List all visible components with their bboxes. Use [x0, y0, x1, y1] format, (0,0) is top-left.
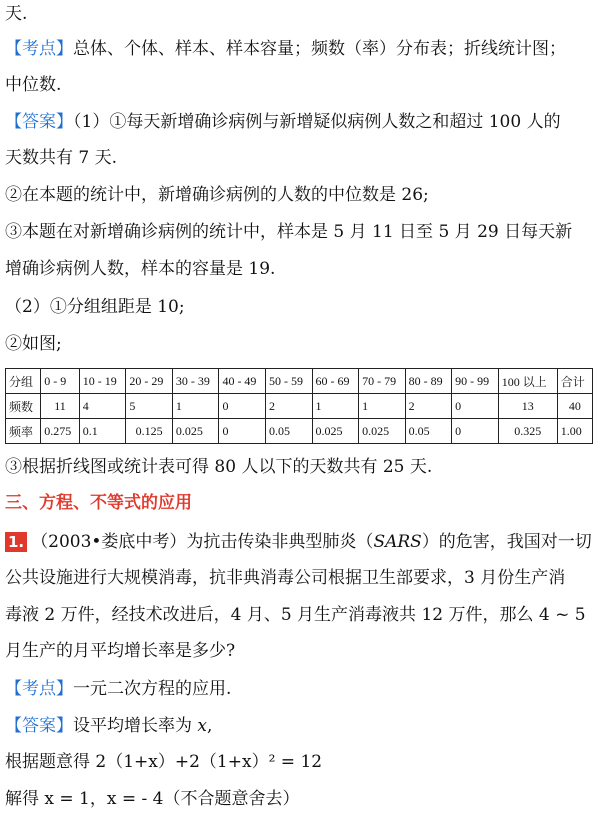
table-cell: 0.325 [498, 419, 557, 444]
text-line: 公共设施进行大规模消毒，抗非典消毒公司根据卫生部要求，3 月份生产消 [5, 568, 566, 588]
solution-line: 解得 x = 1，x = - 4（不合题意舍去） [5, 789, 300, 809]
text-line: 月生产的月平均增长率是多少? [5, 641, 236, 661]
table-cell: 0 [219, 394, 266, 419]
text-line: 天数共有 7 天. [5, 148, 118, 168]
table-cell: 0.125 [126, 419, 173, 444]
kaodian-line: 【考点】总体、个体、样本、样本容量；频数（率）分布表；折线统计图； [5, 39, 566, 59]
table-row [6, 419, 593, 444]
table-cell: 30 - 39 [172, 369, 219, 394]
table-cell: 0 - 9 [41, 369, 80, 394]
equation-line: 根据题意得 2（1+x）+2（1+x）² = 12 [5, 752, 323, 772]
text-line: 增确诊病例人数，样本的容量是 19. [5, 259, 276, 279]
table-cell: 0.025 [312, 419, 359, 444]
answer-tag: 【答案】 [5, 716, 73, 736]
table-cell: 0.1 [79, 419, 126, 444]
text-line: ②如图; [5, 334, 62, 354]
table-cell: 合计 [557, 369, 592, 394]
kaodian-tag: 【考点】 [5, 39, 73, 59]
problem-line: 1. （2003•娄底中考）为抗击传染非典型肺炎（SARS）的危害，我国对一切 [5, 530, 594, 554]
table-cell: 分组 [6, 369, 41, 394]
table-cell: 0.05 [265, 419, 312, 444]
table-cell: 2 [405, 394, 452, 419]
text-line: 天. [5, 4, 28, 24]
table-row [6, 394, 593, 419]
table-cell: 0.275 [41, 419, 80, 444]
table-cell: 1.00 [557, 419, 592, 444]
table-cell: 1 [172, 394, 219, 419]
text-line: ③根据折线图或统计表可得 80 人以下的天数共有 25 天. [5, 457, 433, 477]
kaodian-tag: 【考点】 [5, 679, 73, 699]
table-cell: 频数 [6, 394, 41, 419]
table-row [6, 369, 593, 394]
table-cell: 0.05 [405, 419, 452, 444]
table-cell: 0 [219, 419, 266, 444]
table-cell: 80 - 89 [405, 369, 452, 394]
table-cell: 4 [79, 394, 126, 419]
table-cell: 1 [312, 394, 359, 419]
text-line: ②在本题的统计中，新增确诊病例的人数的中位数是 26; [5, 185, 429, 205]
table-cell: 50 - 59 [265, 369, 312, 394]
table-cell: 0.025 [172, 419, 219, 444]
table-cell: 5 [126, 394, 173, 419]
table-cell: 0 [452, 394, 499, 419]
table-cell: 20 - 29 [126, 369, 173, 394]
kaodian-line: 【考点】一元二次方程的应用. [5, 679, 232, 699]
section-heading: 三、方程、不等式的应用 [5, 493, 192, 513]
answer-line: 【答案】（1）①每天新增确诊病例与新增疑似病例人数之和超过 100 人的 [5, 112, 561, 132]
table-cell: 1 [359, 394, 406, 419]
table-cell: 60 - 69 [312, 369, 359, 394]
frequency-table [5, 368, 593, 444]
table-cell: 90 - 99 [452, 369, 499, 394]
table-cell: 40 [557, 394, 592, 419]
table-cell: 2 [265, 394, 312, 419]
table-cell: 70 - 79 [359, 369, 406, 394]
table-cell: 13 [498, 394, 557, 419]
problem-number-badge: 1. [5, 532, 27, 552]
table-cell: 11 [41, 394, 80, 419]
text-line: 毒液 2 万件，经技术改进后，4 月、5 月生产消毒液共 12 万件，那么 4 ~ 5 [5, 605, 586, 625]
table-cell: 频率 [6, 419, 41, 444]
text-line: ③本题在对新增确诊病例的统计中，样本是 5 月 11 日至 5 月 29 日每天新 [5, 222, 573, 242]
text-line: 中位数. [5, 75, 62, 95]
answer-tag: 【答案】 [5, 112, 73, 132]
table-cell: 0.025 [359, 419, 406, 444]
text-line: （2）①分组组距是 10; [5, 297, 185, 317]
table-cell: 10 - 19 [79, 369, 126, 394]
table-cell: 100 以上 [498, 369, 557, 394]
answer-line: 【答案】设平均增长率为 x, [5, 716, 213, 736]
table-cell: 40 - 49 [219, 369, 266, 394]
table-cell: 0 [452, 419, 499, 444]
